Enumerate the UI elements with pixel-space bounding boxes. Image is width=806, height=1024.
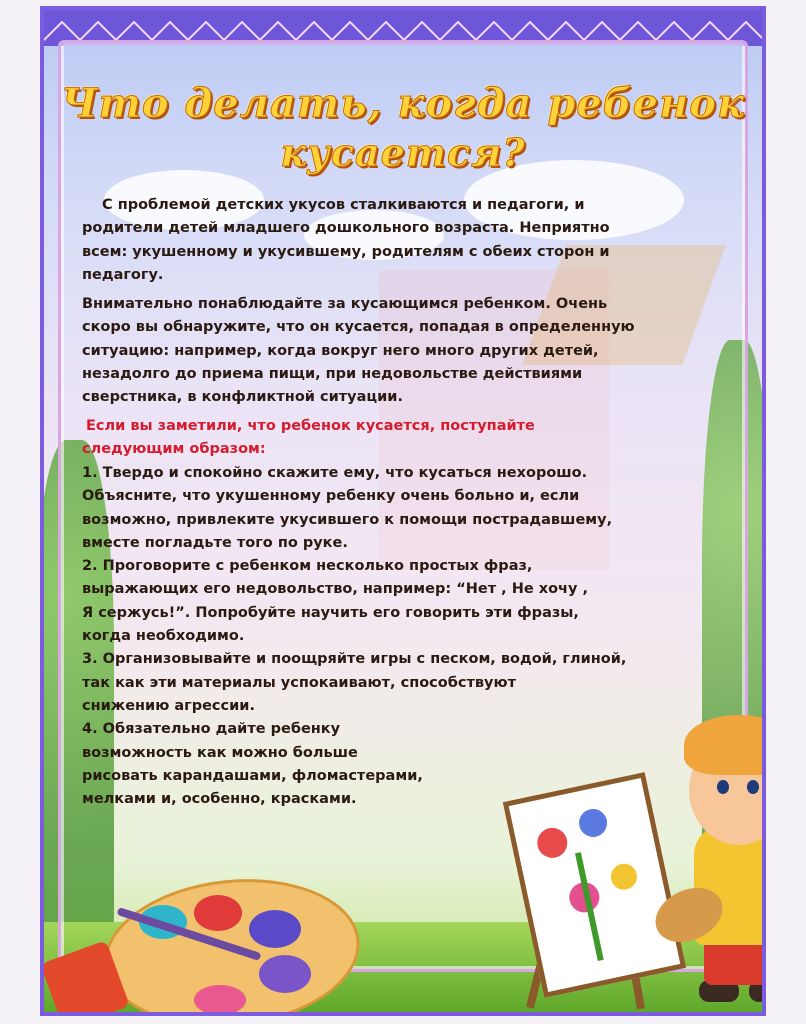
text-line: Если вы заметили, что ребенок кусается, поступайте: [86, 418, 535, 434]
poster-title-line2: кусается?: [280, 130, 526, 175]
step-4-line: 4. Обязательно дайте ребенку: [82, 721, 341, 738]
text-line: ситуацию: например, когда вокруг него много других детей,: [82, 342, 599, 359]
text-line: родители детей младшего дошкольного возраста. Неприятно: [82, 220, 610, 237]
step-3-line: так как эти материалы успокаивают, способствуют: [82, 674, 516, 691]
paint-blob-purple: [259, 955, 311, 993]
text-line: сверстника, в конфликтной ситуации.: [82, 389, 403, 406]
text-line: следующим образом:: [82, 441, 266, 458]
poster: [40, 6, 766, 1016]
steps-list: [82, 462, 626, 811]
text-line: всем: укушенному и укусившему, родителям с обеих сторон и: [82, 243, 610, 260]
step-4-line: рисовать карандашами, фломастерами,: [82, 767, 423, 784]
text-line: незадолго до приема пищи, при недовольстве действиями: [82, 365, 583, 382]
step-1-line: возможно, привлеките укусившего к помощи пострадавшему,: [82, 511, 613, 528]
step-2-line: когда необходимо.: [82, 628, 245, 645]
paint-blob-red: [194, 895, 242, 931]
text-line: скоро вы обнаружите, что он кусается, попадая в определенную: [82, 319, 635, 336]
flower-icon: [535, 825, 571, 861]
step-2-line: 2. Проговорите с ребенком несколько простых фраз,: [82, 558, 533, 575]
poster-title-line1: Что делать, когда ребенок: [60, 80, 746, 127]
text-line: педагогу.: [82, 266, 164, 283]
flower-icon: [608, 861, 639, 892]
boy-eye: [747, 780, 759, 794]
notice-paragraph: [82, 415, 535, 462]
boy-eye: [717, 780, 729, 794]
step-4-line: мелками и, особенно, красками.: [82, 791, 357, 808]
text-line: С проблемой детских укусов сталкиваются и педагоги, и: [102, 197, 585, 213]
text-line: Внимательно понаблюдайте за кусающимся ребенком. Очень: [82, 296, 608, 312]
intro-paragraph: [82, 194, 610, 287]
step-3-line: 3. Организовывайте и поощряйте игры с песком, водой, глиной,: [82, 651, 627, 668]
step-2-line: Я сержусь!”. Попробуйте научить его говорить эти фразы,: [82, 604, 579, 621]
flower-icon: [576, 806, 609, 839]
step-1-line: вместе погладьте того по руке.: [82, 534, 348, 551]
paint-blob-purple: [249, 910, 301, 948]
step-4-line: возможность как можно больше: [82, 744, 358, 761]
step-2-line: выражающих его недовольство, например: “Нет , Не хочу ,: [82, 581, 588, 598]
step-1-line: Объясните, что укушенному ребенку очень больно и, если: [82, 488, 580, 505]
paint-blob-pink: [194, 985, 246, 1015]
step-3-line: снижению агрессии.: [82, 697, 255, 714]
step-1-line: 1. Твердо и спокойно скажите ему, что кусаться нехорошо.: [82, 465, 588, 481]
observe-paragraph: [82, 293, 635, 409]
